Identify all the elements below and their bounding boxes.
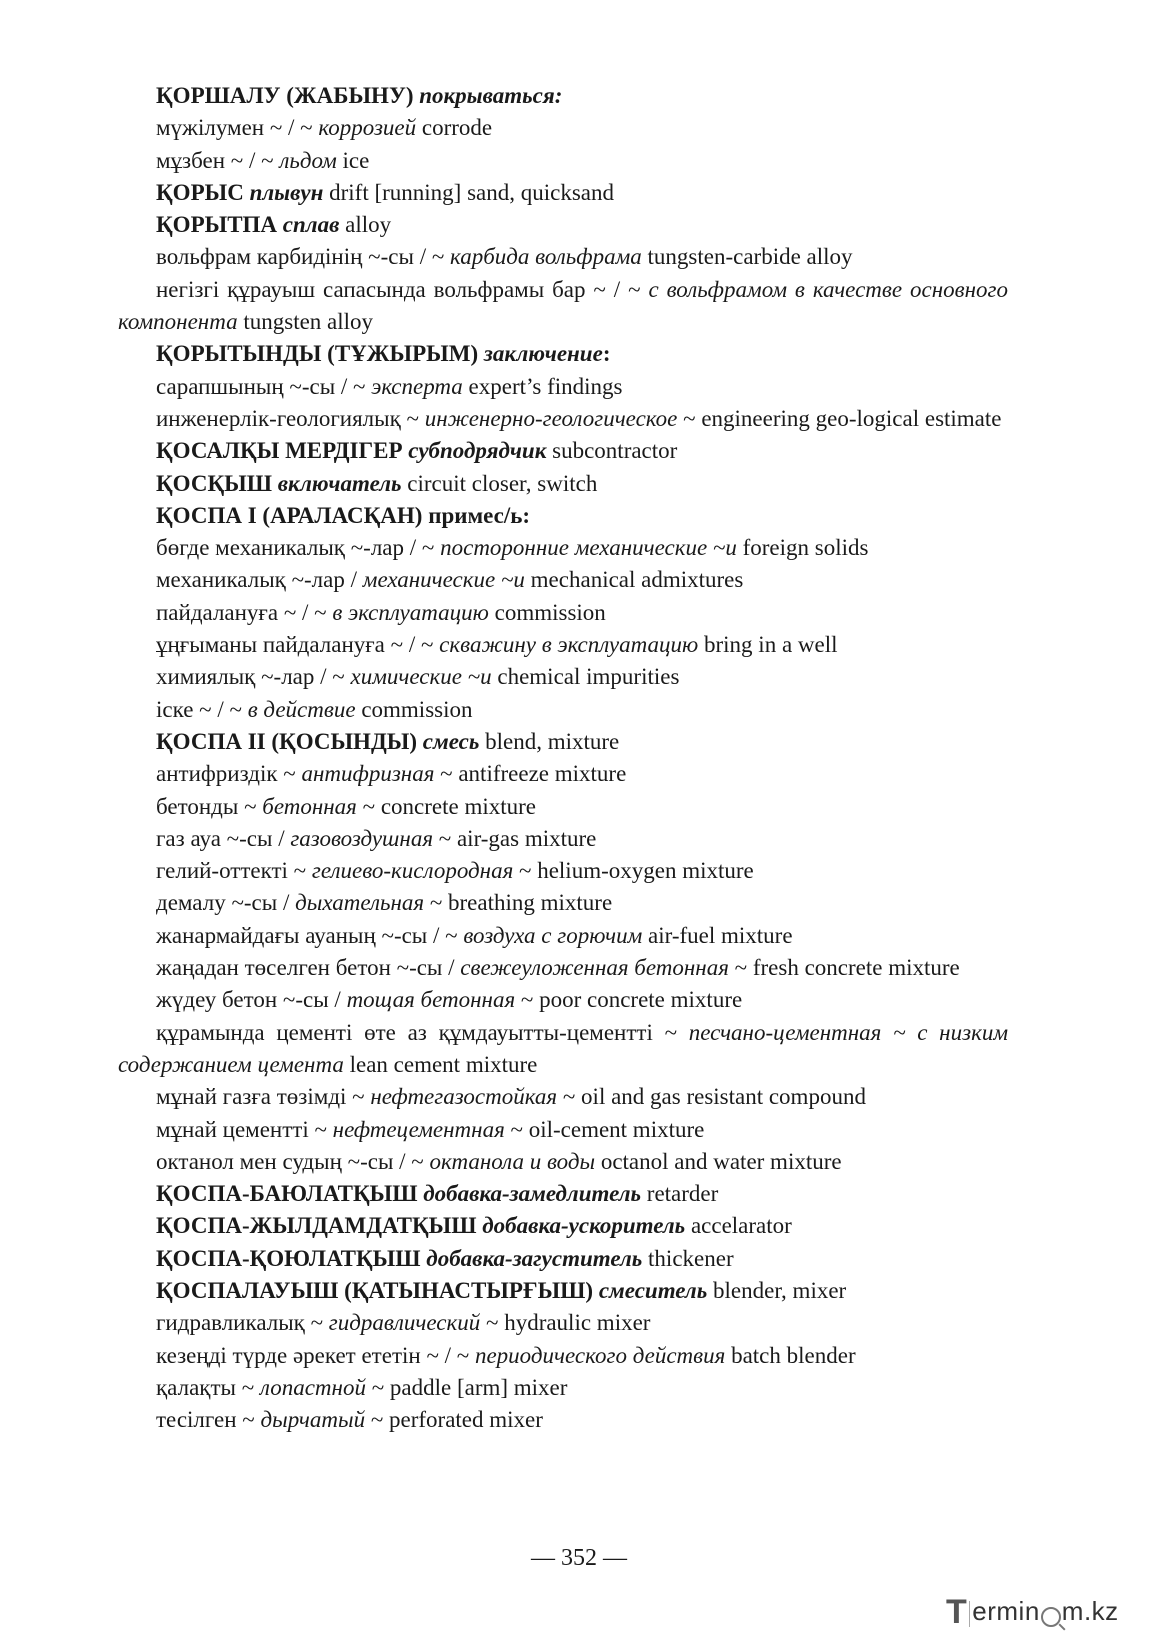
entry-headword: ҚОРЫТЫНДЫ (ТҰЖЫРЫМ) xyxy=(156,341,484,367)
entry-russian-term: инженерно-геологическое xyxy=(424,405,678,431)
entry-text: ~ hydraulic mixer xyxy=(480,1310,651,1336)
entry-headword: ҚОРЫС xyxy=(156,179,250,205)
dictionary-entry xyxy=(118,984,1008,1016)
entry-russian-term: в эксплуатацию xyxy=(332,599,489,625)
entry-headword: ҚОСПА-ЖЫЛДАМДАТҚЫШ xyxy=(156,1213,483,1239)
entry-russian-term: тощая бетонная xyxy=(346,987,516,1013)
entry-text: құрамында цементі өте аз құмдауытты-цементті ~ xyxy=(156,1019,689,1045)
entry-russian-term: свежеуложенная бетонная xyxy=(460,955,729,981)
entry-text: негізгі құрауыш сапасында вольфрамы бар ~ / ~ xyxy=(156,276,649,302)
entry-text: антифриздік ~ xyxy=(156,761,302,787)
entry-text: tungsten alloy xyxy=(237,309,374,335)
dictionary-entry xyxy=(118,1178,1008,1210)
entry-russian-term: скважину в эксплуатацию xyxy=(439,632,699,658)
dictionary-entry xyxy=(118,1404,1008,1436)
entry-headword: ҚОРШАЛУ (ЖАБЫНУ) xyxy=(156,83,420,108)
entry-text: ~ fresh concrete mixture xyxy=(728,955,960,981)
watermark-text-part1: ermin xyxy=(972,1596,1040,1626)
entry-russian-term: гелиево-кислородная xyxy=(311,858,514,884)
entry-text: lean cement mixture xyxy=(343,1051,538,1077)
page-number: — 352 — xyxy=(531,1545,627,1571)
entry-text: commission xyxy=(355,696,473,722)
entry-text: жанармайдағы ауаның ~-сы / ~ xyxy=(156,922,464,948)
dictionary-entry xyxy=(118,597,1008,629)
entry-text: subcontractor xyxy=(546,438,678,464)
dictionary-entry xyxy=(118,694,1008,726)
entry-headword: включатель xyxy=(277,470,402,496)
entry-headword: покрываться: xyxy=(419,83,563,108)
entry-russian-term: нефтегазостойкая xyxy=(370,1084,558,1110)
entry-headword: субподрядчик xyxy=(408,438,547,464)
entry-headword: плывун xyxy=(249,179,324,205)
entry-text: мүжілумен ~ / ~ xyxy=(156,115,319,141)
entry-headword: добавка-ускоритель xyxy=(482,1213,686,1239)
magnifier-icon xyxy=(1041,1607,1061,1627)
entry-text: жаңадан төселген бетон ~-сы / xyxy=(156,955,461,981)
dictionary-entry xyxy=(118,209,1008,241)
dictionary-entry xyxy=(118,952,1008,984)
entry-text: blend, mixture xyxy=(479,728,620,754)
entry-text: commission xyxy=(488,599,606,625)
dictionary-entry xyxy=(118,791,1008,823)
entry-russian-term: дыхательная xyxy=(295,890,425,916)
entry-text: демалу ~-сы / xyxy=(156,890,296,916)
entry-headword: ҚОСАЛҚЫ МЕРДІГЕР xyxy=(156,438,409,464)
dictionary-entry xyxy=(118,1340,1008,1372)
entry-text: accelarator xyxy=(685,1213,792,1239)
entry-text: вольфрам карбидінің ~-сы / ~ xyxy=(156,244,451,270)
entry-text: мұзбен ~ / ~ xyxy=(156,147,280,173)
entry-text: ~ oil-cement mixture xyxy=(504,1116,705,1142)
dictionary-entry xyxy=(118,468,1008,500)
dictionary-entry xyxy=(118,403,1008,435)
entry-text: іске ~ / ~ xyxy=(156,696,248,722)
entry-text: химиялық ~-лар / ~ xyxy=(156,664,351,690)
entry-text: мұнай газға төзімді ~ xyxy=(156,1084,371,1110)
dictionary-entry xyxy=(118,855,1008,887)
watermark-text-part2: m.kz xyxy=(1061,1596,1119,1626)
dictionary-entry xyxy=(118,112,1008,144)
entry-text: air-fuel mixture xyxy=(642,922,793,948)
entry-text: batch blender xyxy=(725,1342,856,1368)
entry-headword: ҚОСПА I (АРАЛАСҚАН) примес/ь: xyxy=(156,502,531,528)
entry-russian-term: воздуха с горючим xyxy=(463,922,643,948)
entry-text: бетонды ~ xyxy=(156,793,263,819)
entry-text: жүдеу бетон ~-сы / xyxy=(156,987,347,1013)
entry-text: mechanical admixtures xyxy=(524,567,744,593)
dictionary-entry xyxy=(118,177,1008,209)
entry-headword: ҚОРЫТПА xyxy=(156,212,283,238)
dictionary-entry xyxy=(118,1307,1008,1339)
dictionary-entry xyxy=(118,145,1008,177)
entry-headword: : xyxy=(602,341,611,367)
entry-text: ~ helium-oxygen mixture xyxy=(513,858,754,884)
entry-headword: ҚОСПАЛАУЫШ (ҚАТЫНАСТЫРҒЫШ) xyxy=(156,1277,599,1303)
dictionary-entry xyxy=(118,338,1008,370)
entry-headword: смесь xyxy=(422,728,480,754)
dictionary-entry xyxy=(118,726,1008,758)
dictionary-entry xyxy=(118,274,1008,339)
entry-text: bring in a well xyxy=(698,632,838,658)
entry-russian-term: периодического действия xyxy=(474,1342,726,1368)
termincom-watermark-logo xyxy=(946,1593,1119,1631)
dictionary-entry xyxy=(118,1017,1008,1082)
entry-russian-term: нефтецементная xyxy=(332,1116,505,1142)
entry-text: blender, mixer xyxy=(707,1277,847,1303)
entry-text: retarder xyxy=(641,1181,719,1207)
entry-text: tungsten-carbide alloy xyxy=(641,244,853,270)
entry-headword: добавка-загуститель xyxy=(426,1245,643,1271)
entry-russian-term: гидравлический xyxy=(328,1310,481,1336)
entry-text: ~ air-gas mixture xyxy=(433,825,597,851)
entry-russian-term: октанола и воды xyxy=(429,1148,596,1174)
entry-text: chemical impurities xyxy=(491,664,680,690)
entry-headword: ҚОСҚЫШ xyxy=(156,470,278,496)
dictionary-entry xyxy=(118,500,1008,532)
entry-text: ~ antifreeze mixture xyxy=(434,761,627,787)
entry-text: бөгде механикалық ~-лар / ~ xyxy=(156,535,441,561)
dictionary-entry xyxy=(118,564,1008,596)
dictionary-entry xyxy=(118,1081,1008,1113)
entry-russian-term: песчано-цементная ~ с низким содержанием цемента xyxy=(118,1019,1009,1077)
entry-text: alloy xyxy=(339,212,392,238)
dictionary-entry xyxy=(118,758,1008,790)
entry-russian-term: дырчатый xyxy=(260,1407,366,1433)
entry-russian-term: в действие xyxy=(247,696,356,722)
watermark-initial: T xyxy=(946,1593,968,1631)
entry-text: circuit closer, switch xyxy=(401,470,598,496)
entry-text: foreign solids xyxy=(736,535,869,561)
entry-text: тесілген ~ xyxy=(156,1407,261,1433)
entry-russian-term: эксперта xyxy=(371,373,463,399)
entry-text: ~ concrete mixture xyxy=(356,793,536,819)
entry-russian-term: газовоздушная xyxy=(290,825,434,851)
entry-russian-term: лопастной xyxy=(259,1374,366,1400)
dictionary-entry xyxy=(118,80,1008,112)
entry-text: ұңғыманы пайдалануға ~ / ~ xyxy=(156,632,440,658)
entry-headword: ҚОСПА-ҚОЮЛАТҚЫШ xyxy=(156,1245,427,1271)
entry-text: ~ poor concrete mixture xyxy=(515,987,743,1013)
entry-text: гелий-оттекті ~ xyxy=(156,858,312,884)
dictionary-page xyxy=(118,80,1008,1436)
entry-russian-term: коррозией xyxy=(318,115,417,141)
dictionary-entry xyxy=(118,435,1008,467)
watermark-divider xyxy=(969,1601,970,1627)
dictionary-entry xyxy=(118,1114,1008,1146)
entry-text: сарапшының ~-сы / ~ xyxy=(156,373,372,399)
entry-text: гидравликалық ~ xyxy=(156,1310,329,1336)
dictionary-entry xyxy=(118,629,1008,661)
entry-russian-term: льдом xyxy=(279,147,337,173)
entry-headword: ҚОСПА-БАЮЛАТҚЫШ xyxy=(156,1181,424,1207)
entry-text: ~ engineering geo-logical estimate xyxy=(677,405,1002,431)
entry-russian-term: механические ~и xyxy=(362,567,525,593)
dictionary-entry xyxy=(118,823,1008,855)
entry-text: механикалық ~-лар / xyxy=(156,567,363,593)
entry-russian-term: антифризная xyxy=(301,761,435,787)
entry-headword: смеситель xyxy=(598,1277,708,1303)
entry-text: кезеңді түрде әрекет ететін ~ / ~ xyxy=(156,1342,475,1368)
entry-text: пайдалануға ~ / ~ xyxy=(156,599,333,625)
entry-russian-term: бетонная xyxy=(262,793,357,819)
entry-text: ~ oil and gas resistant compound xyxy=(557,1084,866,1110)
dictionary-entry xyxy=(118,1210,1008,1242)
entry-headword: сплав xyxy=(282,212,340,238)
dictionary-entry xyxy=(118,1146,1008,1178)
entry-text: ~ paddle [arm] mixer xyxy=(365,1374,568,1400)
entry-text: corrode xyxy=(416,115,493,141)
entry-headword: заключение xyxy=(483,341,603,367)
entry-text: ~ breathing mixture xyxy=(424,890,613,916)
entry-text: октанол мен судың ~-сы / ~ xyxy=(156,1148,430,1174)
entry-headword: добавка-замедлитель xyxy=(423,1181,642,1207)
entry-russian-term: с вольфрамом в качестве основного компонента xyxy=(118,276,1008,335)
entry-text: мұнай цементті ~ xyxy=(156,1116,333,1142)
entry-russian-term: карбида вольфрама xyxy=(450,244,642,270)
entry-text: ~ perforated mixer xyxy=(365,1407,543,1433)
dictionary-entry xyxy=(118,920,1008,952)
entry-text: газ ауа ~-сы / xyxy=(156,825,291,851)
dictionary-entry xyxy=(118,532,1008,564)
entry-text: thickener xyxy=(642,1245,734,1271)
entry-headword: ҚОСПА II (ҚОСЫНДЫ) xyxy=(156,728,423,754)
dictionary-entry xyxy=(118,661,1008,693)
dictionary-entry xyxy=(118,1243,1008,1275)
entry-text: octanol and water mixture xyxy=(595,1148,842,1174)
dictionary-entry xyxy=(118,1275,1008,1307)
entry-text: ice xyxy=(336,147,370,173)
entry-text: drift [running] sand, quicksand xyxy=(323,179,615,205)
entry-text: expert’s findings xyxy=(462,373,623,399)
entry-text: қалақты ~ xyxy=(156,1374,260,1400)
dictionary-entry xyxy=(118,371,1008,403)
entry-text: инженерлік-геологиялық ~ xyxy=(156,405,425,431)
dictionary-entry xyxy=(118,1372,1008,1404)
dictionary-entry xyxy=(118,241,1008,273)
entry-russian-term: химические ~и xyxy=(350,664,492,690)
entry-russian-term: посторонние механические ~и xyxy=(440,535,737,561)
dictionary-entry xyxy=(118,887,1008,919)
